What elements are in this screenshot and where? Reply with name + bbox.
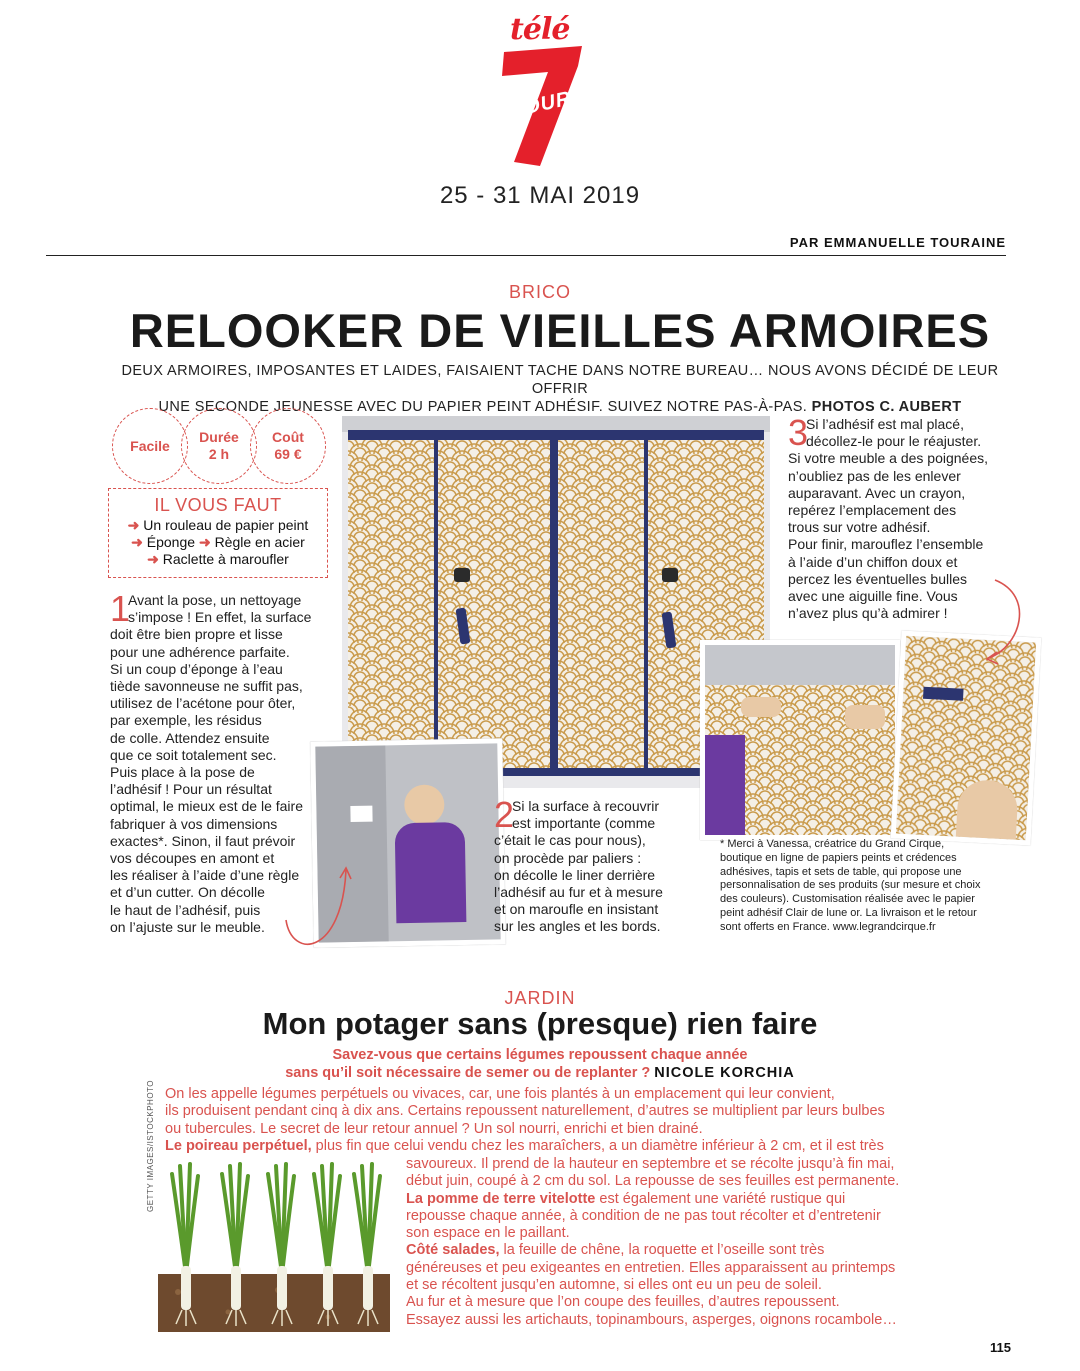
text-line	[406, 1225, 961, 1242]
supply-item: Règle en acier	[214, 534, 305, 550]
cabinet-door	[558, 440, 644, 770]
supplies-title: IL VOUS FAUT	[154, 495, 282, 515]
arrow-icon: ➜	[147, 551, 159, 567]
step-2-text	[494, 794, 699, 936]
text-line: et d’un cutter. On décolle	[110, 884, 265, 901]
sleeve	[705, 735, 745, 835]
logo-jours: JOURS	[510, 84, 588, 122]
issue-date: 25 - 31 MAI 2019	[439, 182, 641, 209]
text-line: pour une adhérence parfaite.	[110, 643, 290, 660]
brico-intro-line2-text: UNE SECONDE JEUNESSE AVEC DU PAPIER PEINT ADHÉSIF. SUIVEZ NOTRE PAS-À-PAS.	[158, 399, 808, 415]
text-line	[406, 1173, 961, 1190]
text-line: les réaliser à l’aide d’une règle	[110, 867, 300, 884]
curved-arrow-icon	[965, 576, 1025, 666]
person-head	[404, 784, 445, 825]
text-line: boutique en ligne de papiers peints et crédences	[720, 851, 957, 864]
text-line: son espace en le paillant.	[406, 1225, 570, 1242]
text-line	[406, 1208, 961, 1225]
text-line: l’adhésif au fur et à mesure	[494, 884, 663, 901]
bold-lead: Côté salades,	[406, 1242, 500, 1259]
jardin-author: NICOLE KORCHIA	[654, 1065, 795, 1081]
text-line: décollez-le pour le réajuster.	[806, 433, 982, 450]
text-rest: la feuille de chêne, la roquette et l’oseille sont très	[499, 1242, 825, 1259]
badge-difficulty	[112, 408, 188, 484]
cabinet-door	[438, 440, 550, 770]
text-line: c’était le cas pour nous),	[494, 832, 646, 849]
jardin-p2-bold: Le poireau perpétuel,	[165, 1138, 312, 1154]
text-line: Puis place à la pose de	[110, 764, 255, 781]
text-line: savoureux. Il prend de la hauteur en septembre et se récolte jusqu’à fin mai,	[406, 1156, 895, 1172]
text-line: sont offerts en France. www.legrandcirque.fr	[720, 920, 936, 933]
jardin-paragraph-2-lead	[165, 1138, 955, 1155]
text-line: à l’aide d’un chiffon doux et	[788, 553, 958, 570]
photo-credit-leeks: GETTY IMAGES/ISTOCKPHOTO	[146, 1079, 155, 1212]
text-line: Au fur et à mesure que l’on coupe des feuilles, d’autres repoussent.	[406, 1294, 840, 1311]
text-line: repousse chaque année, à condition de ne pas tout récolter et d’entretenir	[406, 1207, 881, 1224]
photo-applying	[700, 640, 900, 840]
text-line: généreuses et peu exigeantes en entretien. Elles apparaissent au printemps	[406, 1259, 896, 1276]
text-rest: est également une variété rustique qui	[595, 1190, 846, 1207]
person-body	[395, 822, 467, 923]
text-line: Pour finir, marouflez l’ensemble	[788, 536, 984, 553]
arrow-icon: ➜	[131, 534, 143, 550]
hand	[845, 705, 885, 729]
badge-cost-label: Coût	[272, 429, 304, 445]
door-gap	[434, 440, 438, 770]
door-gap	[644, 440, 648, 770]
text-line: de colle. Attendez ensuite	[110, 729, 270, 746]
supplies-line-3	[109, 551, 327, 568]
text-line	[406, 1277, 961, 1294]
jardin-intro-line2-text: sans qu’il soit nécessaire de semer ou de replanter ?	[285, 1065, 651, 1081]
page-number: 115	[990, 1340, 1011, 1355]
text-line: n’oubliez pas de les enlever	[788, 467, 961, 484]
text-line: s’impose ! En effet, la surface	[128, 609, 312, 626]
jardin-intro-line1: Savez-vous que certains légumes repoussent chaque année	[332, 1047, 748, 1063]
text-line: le haut de l’adhésif, puis	[110, 901, 261, 918]
lock-icon	[454, 568, 470, 582]
text-line: ou tubercules. Le secret de leur retour annuel ? Un sol nourri, enrichi et bien drainé.	[165, 1120, 703, 1137]
badge-cost-value: 69 €	[274, 446, 302, 462]
handle-icon	[923, 687, 964, 701]
arrow-icon: ➜	[198, 534, 211, 550]
section-tag-jardin: JARDIN	[504, 988, 576, 1008]
brico-intro-line2	[120, 398, 1000, 416]
text-line: n’avez plus qu’à admirer !	[788, 605, 948, 622]
leeks-illustration	[158, 1162, 390, 1332]
text-line: ils produisent pendant cinq à dix ans. Certains repoussent naturellement, d’autres se multiplient par leurs bulbes	[165, 1103, 885, 1120]
text-line: et on maroufle en insistant	[494, 901, 659, 918]
step-number-2: 2	[494, 794, 515, 835]
text-line: est importante (comme	[512, 815, 656, 832]
text-line: et se récoltent jusqu’en automne, si elles ont eu un peu de soleil.	[406, 1277, 822, 1294]
text-line	[406, 1260, 961, 1277]
brico-intro	[120, 362, 1000, 416]
text-line: Si la surface à recouvrir	[512, 798, 660, 814]
text-line: Si l’adhésif est mal placé,	[806, 416, 964, 432]
text-line: exactes*. Sinon, il faut prévoir	[110, 832, 296, 849]
jardin-intro	[180, 1046, 900, 1082]
text-line: on procède par paliers :	[494, 849, 642, 866]
door-gap	[550, 440, 558, 770]
text-line: avec une aiguille fine. Vous	[788, 588, 958, 605]
step-number-1: 1	[110, 588, 131, 629]
jardin-paragraph-3-lead	[406, 1191, 961, 1208]
text-line: que ce soit totalement sec.	[110, 746, 277, 763]
text-line: percez les éventuelles bulles	[788, 570, 967, 587]
jardin-title: Mon potager sans (presque) rien faire	[262, 1006, 818, 1041]
brico-intro-line1: DEUX ARMOIRES, IMPOSANTES ET LAIDES, FAISAIENT TACHE DANS NOTRE BUREAU… NOUS AVONS DÉCIDÉ DE LEUR OFFRIR	[121, 363, 999, 397]
supplies-box	[108, 488, 328, 578]
badge-duration-label: Durée	[199, 429, 239, 445]
bold-lead: La pomme de terre vitelotte	[406, 1190, 596, 1207]
arrow-icon: ➜	[127, 517, 140, 533]
text-line: des couleurs). Customisation réalisée avec le papier	[720, 893, 975, 906]
step-number-3: 3	[788, 412, 809, 453]
text-line: doit être bien propre et lisse	[110, 626, 283, 643]
text-line: trous sur votre adhésif.	[788, 519, 931, 536]
text-line: utilisez de l’acétone pour ôter,	[110, 695, 296, 712]
jardin-column	[406, 1156, 961, 1329]
text-line	[406, 1156, 961, 1173]
wall	[705, 645, 895, 685]
top-rule	[46, 255, 1006, 256]
curved-arrow-icon	[282, 860, 354, 960]
text-line: l’adhésif ! Pour un résultat	[110, 781, 272, 798]
text-line: On les appelle légumes perpétuels ou vivaces, car, une fois plantés à un emplacement qui leur convient,	[165, 1086, 835, 1102]
footnote	[720, 838, 990, 935]
supply-item: Raclette à maroufler	[162, 551, 289, 567]
jardin-paragraph-4-lead	[406, 1242, 961, 1259]
text-line: Essayez aussi les artichauts, topinambours, asperges, oignons rocambole…	[406, 1311, 897, 1328]
text-line: on l’ajuste sur le meuble.	[110, 918, 265, 935]
byline: PAR EMMANUELLE TOURAINE	[789, 235, 1006, 250]
badge-cost	[250, 408, 326, 484]
text-line: vos découpes en amont et	[110, 850, 275, 867]
supplies-line-1	[109, 517, 327, 534]
text-line: peint adhésif Clair de lune or. La livraison et le retour	[720, 906, 977, 919]
brico-title: RELOOKER DE VIEILLES ARMOIRES	[129, 304, 991, 357]
supply-item: Un rouleau de papier peint	[143, 517, 309, 533]
text-line: on décolle le liner derrière	[494, 866, 656, 883]
text-line: tiède savonneuse ne suffit pas,	[110, 678, 303, 695]
cabinet-door	[348, 440, 434, 770]
photo-credit: PHOTOS C. AUBERT	[811, 399, 962, 415]
badge-difficulty-label: Facile	[130, 437, 170, 454]
text-line: auparavant. Avec un crayon,	[788, 484, 966, 501]
text-line: * Merci à Vanessa, créatrice du Grand Cirque,	[720, 838, 945, 850]
jardin-intro-line2	[180, 1064, 900, 1082]
text-line: adhésives, tapis et sets de table, qui propose une	[720, 865, 962, 878]
text-line: fabriquer à vos dimensions	[110, 815, 278, 832]
text-line: début juin, coupé à 2 cm du sol. La repousse de ses feuilles est permanente.	[406, 1173, 900, 1190]
text-line: par exemple, les résidus	[110, 712, 262, 729]
badge-duration	[181, 408, 257, 484]
text-line: sur les angles et les bords.	[494, 918, 661, 935]
text-line: Si un coup d’éponge à l’eau	[110, 660, 283, 677]
section-tag-brico: BRICO	[508, 282, 571, 302]
hand	[741, 697, 781, 717]
text-line: repérez l’emplacement des	[788, 502, 957, 519]
jardin-paragraph-1	[165, 1086, 955, 1138]
supplies-line-2	[109, 534, 327, 551]
text-line	[406, 1312, 961, 1329]
text-line: Avant la pose, un nettoyage	[128, 592, 302, 608]
text-line: Si votre meuble a des poignées,	[788, 450, 989, 467]
cabinet-top-edge	[348, 430, 764, 440]
supply-item: Éponge	[146, 534, 196, 550]
badge-duration-value: 2 h	[208, 446, 230, 462]
text-line: optimal, le mieux est de le faire	[110, 798, 303, 815]
lock-icon	[662, 568, 678, 582]
text-line	[406, 1294, 961, 1311]
jardin-p2-rest: plus fin que celui vendu chez les maraîchers, a un diamètre inférieur à 2 cm, et il est très	[311, 1138, 884, 1154]
text-line: personnalisation de ses produits (sur mesure et choix	[720, 879, 981, 892]
logo-tele: télé	[510, 12, 570, 47]
cloth-icon	[350, 806, 372, 822]
